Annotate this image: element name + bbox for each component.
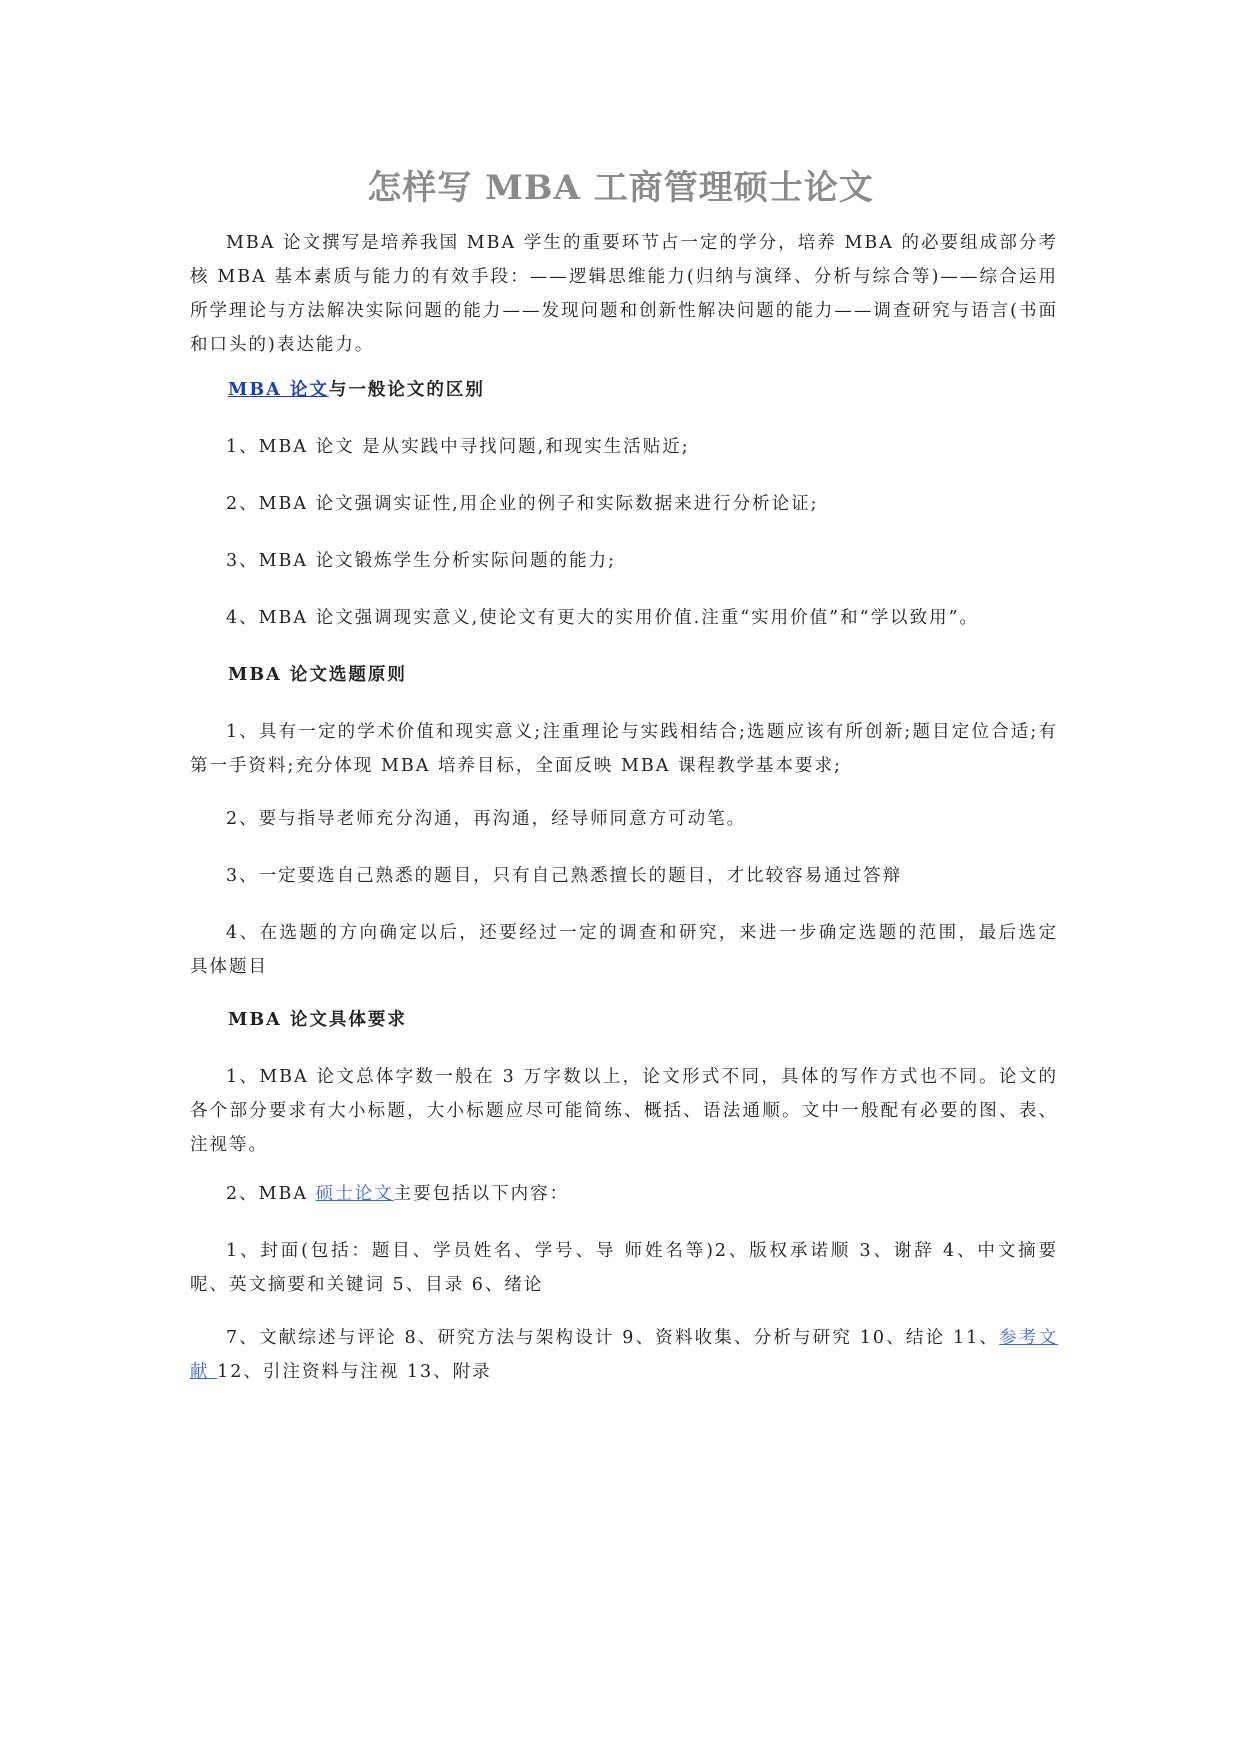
page-title: 怎样写 MBA 工商管理硕士论文 [367, 168, 874, 208]
list-item: 3、一定要选自己熟悉的题目，只有自己熟悉擅长的题目，才比较容易通过答辩 [226, 866, 903, 886]
list-item: 4、在选题的方向确定以后，还要经过一定的调查和研究，来进一步确定选题的范围，最后选定具体题目 [190, 923, 1058, 977]
section-heading-text: 与一般论文的区别 [328, 380, 485, 400]
list-item: 1、封面(包括：题目、学员姓名、学号、导 师姓名等)2、版权承诺顺 3、谢辞 4、中文摘要呢、英文摘要和关键词 5、目录 6、绪论 [190, 1241, 1058, 1295]
list-item: 1、MBA 论文 是从实践中寻找问题,和现实生活贴近; [226, 437, 690, 457]
item-text: 2、MBA [226, 1184, 316, 1204]
list-item: 4、MBA 论文强调现实意义,使论文有更大的实用价值.注重“实用价值”和“学以致用”。 [226, 608, 980, 628]
item-text: 主要包括以下内容： [393, 1184, 570, 1204]
references-link[interactable]: 参考文献 [190, 1328, 1059, 1382]
list-item: 3、MBA 论文锻炼学生分析实际问题的能力; [226, 551, 617, 571]
list-item [190, 1177, 1058, 1211]
masters-thesis-link[interactable]: 硕士论文 [315, 1184, 394, 1204]
section-heading-requirements: MBA 论文具体要求 [228, 1010, 407, 1030]
section-heading-difference [228, 373, 485, 407]
item-text: 12、引注资料与注视 13、附录 [217, 1362, 492, 1382]
list-item [190, 1321, 1058, 1389]
item-text: 7、文献综述与评论 8、研究方法与架构设计 9、资料收集、分析与研究 10、结论 11、 [226, 1328, 1000, 1348]
list-item: 1、具有一定的学术价值和现实意义;注重理论与实践相结合;选题应该有所创新;题目定位合适;有第一手资料;充分体现 MBA 培养目标，全面反映 MBA 课程教学基本要求; [190, 722, 1058, 776]
intro-paragraph: MBA 论文撰写是培养我国 MBA 学生的重要环节占一定的学分，培养 MBA 的必要组成部分考核 MBA 基本素质与能力的有效手段：——逻辑思维能力(归纳与演绎、分析与综合等)——综合运用所学理论与方法解决实际问题的能力——发现问题和创新性解决问题的能力——调查研究与语言(书面和口头的)表达能力。 [190, 233, 1058, 355]
section-heading-topic-principles: MBA 论文选题原则 [228, 665, 407, 685]
list-item: 1、MBA 论文总体字数一般在 3 万字数以上，论文形式不同，具体的写作方式也不同。论文的各个部分要求有大小标题，大小标题应尽可能简练、概括、语法通顺。文中一般配有必要的图、表、注视等。 [190, 1067, 1058, 1155]
mba-thesis-link[interactable]: MBA 论文 [228, 380, 329, 400]
list-item: 2、MBA 论文强调实证性,用企业的例子和实际数据来进行分析论证; [226, 494, 819, 514]
list-item: 2、要与指导老师充分沟通，再沟通，经导师同意方可动笔。 [226, 809, 747, 829]
